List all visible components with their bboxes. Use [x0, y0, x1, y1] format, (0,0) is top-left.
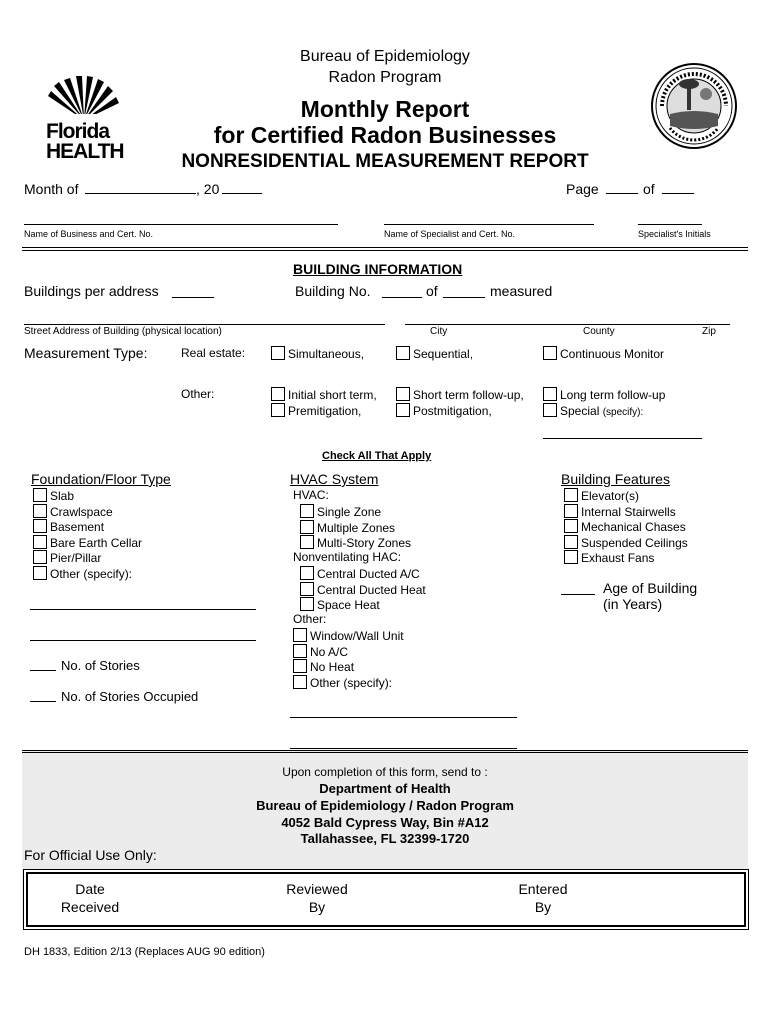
street-address: 4052 Bald Cypress Way, Bin #A12	[281, 815, 489, 830]
nonvent-item-label: Central Ducted A/C	[317, 567, 420, 581]
checkbox-icon	[300, 582, 314, 596]
street-label: Street Address of Building (physical location)	[24, 326, 222, 337]
premitigation-label: Premitigation,	[288, 404, 362, 418]
year-prefix: , 20	[196, 181, 220, 197]
reviewed-by-label	[267, 880, 367, 916]
hvac-other-item-checkbox[interactable]	[293, 644, 348, 659]
foundation-other-field-2[interactable]	[30, 640, 256, 641]
hvac-other-field-1[interactable]	[290, 717, 517, 718]
nonvent-item-checkbox[interactable]	[300, 597, 380, 612]
checkbox-icon	[543, 403, 557, 417]
zip-label: Zip	[702, 326, 716, 337]
continuous-monitor-checkbox[interactable]	[543, 346, 664, 361]
reviewed-by-text: By	[308, 899, 326, 915]
building-no-field[interactable]	[382, 297, 422, 298]
hvac-item-checkbox[interactable]	[300, 520, 395, 535]
building-info-heading: BUILDING INFORMATION	[293, 261, 463, 277]
hvac-heading: HVAC System	[290, 471, 379, 487]
logo-text-florida: Florida	[46, 120, 110, 143]
separator	[22, 247, 748, 251]
initial-short-term-checkbox[interactable]	[271, 387, 377, 402]
age-in-years-label: (in Years)	[603, 596, 663, 612]
feature-item-checkbox[interactable]	[564, 550, 654, 565]
specialist-name-label: Name of Specialist and Cert. No.	[384, 229, 516, 239]
checkbox-icon	[293, 644, 307, 658]
checkbox-icon	[293, 628, 307, 642]
initials-label: Specialist's Initials	[638, 229, 711, 239]
sequential-label: Sequential,	[413, 347, 474, 361]
checkbox-icon	[300, 504, 314, 518]
building-no-label: Building No.	[295, 283, 371, 299]
checkbox-icon	[564, 504, 578, 518]
page-number-field[interactable]	[606, 193, 638, 194]
florida-health-logo	[44, 74, 124, 162]
hvac-item-label: Multiple Zones	[317, 520, 396, 535]
feature-item-checkbox[interactable]	[564, 504, 676, 519]
state-seal	[650, 62, 738, 150]
checkbox-icon	[396, 346, 410, 360]
form-footer: DH 1833, Edition 2/13 (Replaces AUG 90 edition)	[24, 946, 265, 958]
nonvent-item-checkbox[interactable]	[300, 566, 420, 581]
hvac-item-label: Multi-Story Zones	[317, 536, 412, 550]
official-use-label: For Official Use Only:	[24, 847, 157, 863]
stories-label: No. of Stories	[61, 658, 140, 673]
foundation-item-label: Bare Earth Cellar	[50, 535, 143, 550]
age-of-building-label: Age of Building	[603, 580, 698, 596]
checkbox-icon	[300, 597, 314, 611]
hvac-other-item-checkbox[interactable]	[293, 675, 392, 690]
sequential-checkbox[interactable]	[396, 346, 473, 361]
stories-occupied-label: No. of Stories Occupied	[61, 689, 199, 704]
short-term-followup-label: Short term follow-up,	[413, 388, 524, 402]
building-total-field[interactable]	[443, 297, 485, 298]
postmitigation-checkbox[interactable]	[396, 403, 492, 418]
checkbox-icon	[33, 504, 47, 518]
send-to-intro: Upon completion of this form, send to :	[282, 765, 488, 779]
checkbox-icon	[543, 387, 557, 401]
stories-occupied-field[interactable]	[30, 701, 56, 702]
checkbox-icon	[300, 535, 314, 549]
hvac-item-checkbox[interactable]	[300, 535, 411, 550]
feature-item-label: Exhaust Fans	[581, 551, 655, 565]
hvac-item-label: Single Zone	[317, 505, 382, 519]
special-specify-field[interactable]	[543, 438, 702, 439]
checkbox-icon	[564, 550, 578, 564]
foundation-heading: Foundation/Floor Type	[31, 471, 171, 487]
buildings-per-address-label: Buildings per address	[24, 283, 159, 299]
specify-label: (specify):	[602, 407, 644, 418]
hvac-item-checkbox[interactable]	[300, 504, 381, 519]
nonvent-item-label: Central Ducted Heat	[317, 582, 426, 597]
county-label: County	[583, 326, 615, 337]
foundation-item-label: Slab	[50, 489, 75, 503]
checkbox-icon	[564, 488, 578, 502]
continuous-monitor-label: Continuous Monitor	[560, 347, 665, 361]
feature-item-checkbox[interactable]	[564, 535, 688, 550]
hvac-label: HVAC:	[293, 488, 329, 502]
feature-item-checkbox[interactable]	[564, 519, 686, 534]
entered-by-label	[493, 880, 593, 916]
city-label: City	[430, 326, 448, 337]
foundation-item-checkbox[interactable]	[33, 566, 132, 581]
checkbox-icon	[33, 566, 47, 580]
foundation-item-label: Crawlspace	[50, 504, 113, 519]
checkbox-icon	[543, 346, 557, 360]
foundation-item-checkbox[interactable]	[33, 488, 74, 503]
stories-field[interactable]	[30, 670, 56, 671]
checkbox-icon	[271, 387, 285, 401]
features-heading: Building Features	[561, 471, 670, 487]
foundation-item-label: Pier/Pillar	[50, 551, 102, 565]
checkbox-icon	[33, 488, 47, 502]
other-measurement-label: Other:	[181, 387, 215, 401]
real-estate-label: Real estate:	[181, 346, 246, 360]
checkbox-icon	[396, 403, 410, 417]
checkbox-icon	[293, 659, 307, 673]
bureau-address: Bureau of Epidemiology / Radon Program	[256, 798, 514, 813]
sunburst-icon	[44, 74, 124, 122]
month-label: Month of	[24, 181, 79, 197]
simultaneous-checkbox[interactable]	[271, 346, 364, 361]
business-name-label: Name of Business and Cert. No.	[24, 229, 154, 239]
special-label: Special	[560, 404, 600, 418]
checkbox-icon	[33, 550, 47, 564]
foundation-item-checkbox[interactable]	[33, 535, 142, 550]
checkbox-icon	[300, 566, 314, 580]
entered-label: Entered	[518, 881, 568, 897]
feature-item-label: Mechanical Chases	[581, 520, 686, 534]
measurement-type-label: Measurement Type:	[24, 345, 148, 361]
nonvent-item-checkbox[interactable]	[300, 582, 426, 597]
specialist-initials-field[interactable]	[638, 224, 702, 225]
checkbox-icon	[293, 675, 307, 689]
building-of-label: of	[426, 283, 438, 299]
hvac-other-item-label: No A/C	[310, 644, 349, 659]
hvac-other-item-label: Window/Wall Unit	[310, 629, 404, 643]
city-county-zip-field[interactable]	[405, 324, 730, 325]
checkbox-icon	[300, 520, 314, 534]
program-name: Radon Program	[328, 69, 442, 86]
page-total-field[interactable]	[662, 193, 694, 194]
initial-short-term-label: Initial short term,	[288, 388, 377, 402]
nonventilating-label: Nonventilating HAC:	[293, 550, 402, 564]
hvac-other-item-checkbox[interactable]	[293, 659, 354, 674]
foundation-other-field-1[interactable]	[30, 609, 256, 610]
page-of-label: of	[643, 181, 655, 197]
foundation-item-label: Basement	[50, 520, 105, 534]
report-title-line2: for Certified Radon Businesses	[213, 122, 557, 148]
hvac-other-item-checkbox[interactable]	[293, 628, 404, 643]
month-field[interactable]	[85, 193, 196, 194]
feature-item-label: Internal Stairwells	[581, 504, 676, 519]
foundation-item-checkbox[interactable]	[33, 550, 101, 565]
short-term-followup-checkbox[interactable]	[396, 387, 524, 402]
department-name: Department of Health	[319, 781, 451, 796]
received-label: Received	[60, 899, 120, 915]
foundation-item-checkbox[interactable]	[33, 504, 113, 519]
specialist-name-field[interactable]	[384, 224, 594, 225]
foundation-item-checkbox[interactable]	[33, 519, 104, 534]
hvac-other-item-label: Other (specify):	[310, 675, 393, 690]
checkbox-icon	[33, 535, 47, 549]
feature-item-label: Elevator(s)	[581, 489, 640, 503]
feature-item-checkbox[interactable]	[564, 488, 639, 503]
buildings-per-address-field[interactable]	[172, 297, 214, 298]
date-received-label	[40, 880, 140, 916]
long-term-followup-checkbox[interactable]	[543, 387, 665, 402]
business-name-field[interactable]	[24, 224, 338, 225]
feature-item-label: Suspended Ceilings	[581, 535, 688, 550]
check-all-heading: Check All That Apply	[322, 450, 432, 462]
report-subtitle: NONRESIDENTIAL MEASUREMENT REPORT	[181, 151, 589, 172]
entered-by-text: By	[534, 899, 552, 915]
premitigation-checkbox[interactable]	[271, 403, 361, 418]
hvac-other-item-label: No Heat	[310, 660, 355, 674]
checkbox-icon	[564, 519, 578, 533]
hvac-other-field-2[interactable]	[290, 748, 517, 749]
special-checkbox[interactable]	[543, 403, 643, 418]
nonvent-item-label: Space Heat	[317, 598, 380, 612]
checkbox-icon	[33, 519, 47, 533]
report-title: Monthly Report	[300, 96, 470, 122]
page-label: Page	[566, 181, 599, 197]
checkbox-icon	[564, 535, 578, 549]
hvac-other-label: Other:	[293, 612, 327, 626]
checkbox-icon	[271, 403, 285, 417]
city-address: Tallahassee, FL 32399-1720	[300, 831, 470, 846]
date-label: Date	[75, 881, 105, 897]
checkbox-icon	[396, 387, 410, 401]
checkbox-icon	[271, 346, 285, 360]
postmitigation-label: Postmitigation,	[413, 404, 492, 418]
simultaneous-label: Simultaneous,	[288, 347, 365, 361]
long-term-followup-label: Long term follow-up	[560, 388, 666, 402]
year-field[interactable]	[222, 193, 262, 194]
bureau-name: Bureau of Epidemiology	[300, 48, 470, 65]
reviewed-label: Reviewed	[286, 881, 348, 897]
age-of-building-field[interactable]	[561, 594, 595, 595]
logo-text-health: HEALTH	[46, 140, 124, 163]
measured-label: measured	[490, 283, 553, 299]
street-address-field[interactable]	[24, 324, 385, 325]
foundation-item-label: Other (specify):	[50, 566, 133, 581]
